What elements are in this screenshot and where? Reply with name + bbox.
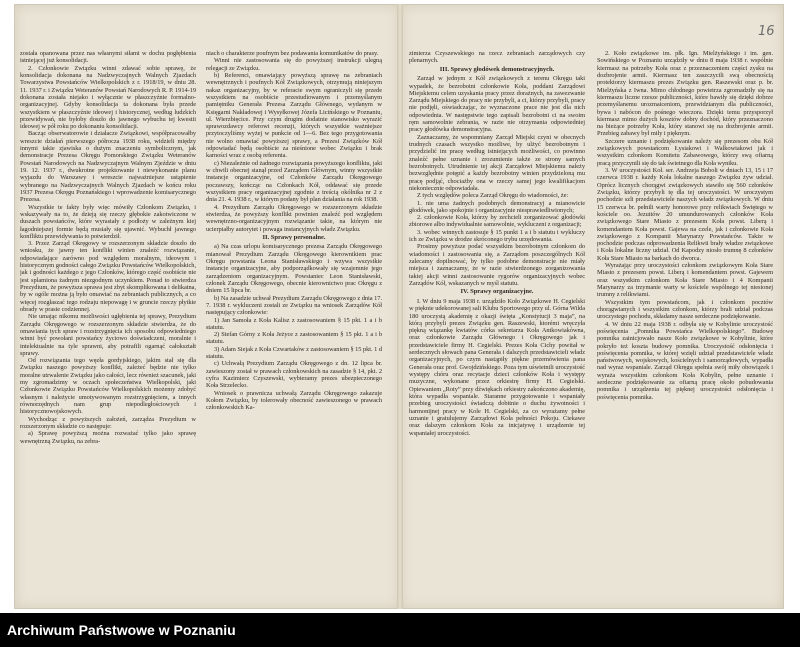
paragraph: b) Na zasadzie uchwał Prezydium Zarządu Okręgowego z dnia 17. 7. 1938 r. wykluczeni zostali ze Związku na wniosek Zarządów Kół następujący członkowie: [206, 294, 382, 317]
list-item: 2) Stefan Górny z Koła Jeżyce z zastosowaniem § 15 pkt. 1 a i b statutu. [206, 331, 382, 346]
paragraph: 4. Prezydium Zarządu Okręgowego w rozszerzonym składzie stwierdza, że powyższy konflikt powinien znaleźć pod względem wewnętrzno-organizacyjnym rozwiązanie takie, na którym nie ucierpiałby autorytet i powaga instancyjnych władz Związku. [206, 203, 382, 233]
paragraph: Wyrażając przy uroczystości członkom związkowym Koła Stare Miasto z prezesem powst. Liberą i komendantem powst. Gajewem oraz wszystkim członkom Koła Stare Miasto i 4 Kompanii Marynarzy za trzymanie warty w kościele wspólnego tej niesionej trumny z relikwiami. [597, 262, 773, 299]
archive-footer: Archiwum Państwowe w Poznaniu [0, 613, 800, 647]
paragraph: Nie umając nikomu możliwości ugłębienia tej sprawy, Prezydium Zarządu Okręgowego w rozszerzonym składzie stwierdza, że do omawiania tych spraw i rozstrzygnięcia ich sposobu odpowiedniego winni być powołani powstańcy życiowo doświadczeni, moralnie i intelektualnie na tyle sprawni, aby potrafili ogarnąć całokształt sprawy. [20, 313, 196, 357]
paragraph: Wniosek o prawnicza uchwałą Zarządu Okręgowego zakazuje Kołom Związku, by tolerowały obecność zawieszonego w prawach członkowskich Ka- [206, 389, 382, 412]
text-column-3 [409, 50, 585, 598]
text-column-4 [597, 50, 773, 598]
paragraph: Prosimy powyższe podać wszystkim bezrobotnym członkom do wiadomości i zastosowania się, a Zarządom poszczególnych Kół zalecamy dopilnować, by tylko podobne demonstracje nie miały miejsca i zaznaczamy, że w razie stwierdzonego zorganizowania takiej akcji winni zastosowanie rygorów organizacyjnych wobec Zarządów Kół, wskazanych w myśl statutu. [409, 243, 585, 287]
section-heading: II. Sprawy personalne. [262, 233, 326, 241]
list-item: 2. członkowie Koła, którzy by zechcieli zorganizować głodówki zbiorowe albo indywidualnie samowolnie, wykluczeni z organizacji; [409, 214, 585, 229]
paragraph: zimierza Czyszewskiego na rzecz zebraniach zarządowych czy plenarnych. [409, 50, 585, 65]
paragraph: Szczere uznanie i podziękowanie należy się prezesom obu Kół związkowych powstańcom Łysiakowi i Walkowiakowi jak i wszystkim członkom Komitetu Zabawowego, którzy swą ofiarną pracą przyczynili się do tak świetnego dla Koła wyniku. [597, 137, 773, 167]
paragraph: c) Uchwałą Prezydium Zarządu Okręgowego z dn. 12 lipca br. zawieszony został w prawach członkowskich na zasadzie § 14, pkt. 2 cyfra Kazimierz Czyszewski, wybieramy prezes ubezpieczonego Koła Strzelecko. [206, 360, 382, 390]
paragraph: I. W dniu 9 maja 1938 r. urządziło Koło Związkowe H. Cegielski w pięknie udekorowanej sali Klubu Sportowego przy ul. Górna Wilda 180 uroczystą akademię z okazji święta „Konstytucji 3 maja”, na którą przybyli prezes Związku gen. Raszewski, ktorémi wręczyła piękną wiązankę kwiatów córka sekretarza Koła Antkowiakówna, oraz członkowie Zarządu Głównego i Okręgowego jak i przedstawiciele firmy H. Cegielski. Prezes Koła Cichy powitał w serdecznych słowach pana Generała i dalszych przedstawicieli władz organizacyjnych, po czym nastąpiły piękne przemówienia pana Generała oraz prof. Gwojdzińskiego. Poza tym uświetnili uroczystość występy chóru oraz recytacje dzieci członków Koła i występy muzyczne, wykonane przez orkiestrę firmy H. Cegielski. Opiewaniem „Roty” przy dźwiękach orkiestry zakończono akademię, która wypadła wspaniale. Staranne przygotowanie i wspaniały przebieg uroczystości świadczą dobitnie o duchu żywotności i harmonijnej pracy w Kole H. Cegielski, za co wyrażamy pełne uznanie i gratulujemy Zarządowi Koła pełności Pokoju. Ciekawe oraz dalszym członkom Koła za inicjatywę i urządzenie tej wspaniałej uroczystości. [409, 297, 585, 437]
paragraph: została opanowana przez nas własnymi siłami w dochu pogłębienia istniejącej już konsolidacji. [20, 50, 196, 65]
paragraph: 3. W uroczystości Koł. ser. Andrzeja Boboli w dniach 13, 15 i 17 czerwca 1938 r. każdy Koła lokalne naszego Związku żyw udział. Oprócz licznych chorągwi związkowych stawiło się 560 członków Związku, którzy przybyli tę dla tej uroczystości. W uroczystym pochodzie szli przedstawiciele naszych władz związkowych. W dniu 15 czerwca br. pełnili warty honorowe przy relikwiach Świętego w kościele oo. Jezuitów 20 umundurowanych członków Koła związkowego Stare Miasto z prezesem Koła powst. Liberą i komendantem Koła powst. Gajewa na czele, jak i członkowie Koła związkowego z Kompanii Marynarzy Powstańców. Także w pochodzie podczas odprowadzenia Relikwii brały władze związkowe i Koła lokalne liczny udział. Od Kapodzy niosło trumnę 8 członków Koła Stare Miasto na barkach do dworca. [597, 167, 773, 262]
page-number: 16 [758, 24, 775, 39]
list-item: 3. wobec winnych zastosuje § 15 punkt 1 a i b statutu i wykluczy ich ze Związku w drodze skróconego trybu urzędowania. [409, 228, 585, 244]
text-column-1 [20, 50, 196, 598]
section-heading: IV. Sprawy organizacyjne. [460, 288, 534, 296]
list-item: 1. nie uma żadnych podobnych demonstracyj a mianowicie głodówek, jako spokojnie i organizacyjnie niesprawiedliwionych; [409, 199, 585, 214]
list-item: 3) Adam Siejak z Koła Czwartaków z zastosowaniem § 15 pkt. 1 d statutu. [206, 345, 382, 361]
paragraph: Wszystkim tym powstańcom, jak i członkom pocztów chorągwianych i wszystkim członkom, którzy brali udział podczas uroczystego pochodu, składamy nasze serdeczne podziękowanie. [597, 298, 773, 321]
paragraph: c) Niezależnie od żadnego rozwiązania powyższego konfliktu, jaki w chwili obecnej stanął przed Zarządem Głównym, winny wszystkie instancje organizacyjne, od Członków Zarządu Okręgowego poczawszy, kończąc na Członkach Kół, oddawać się przede wszystkiem pracy organizacyjnej zgodnie z treścią okólnika nr 2 z dnia 21. 4. 1938 r., w którym podany był plan działania na rok 1938. [206, 159, 382, 204]
list-item: 1) Jan Samoła z Koła Kalisz z zastosowaniem § 15 pkt. 1 a i b statutu. [206, 316, 382, 331]
paragraph: Wychodząc z powyższych założeń, zarządza Prezydium w rozszerzonym składzie co następuje: [20, 415, 196, 430]
paragraph: Zaznaczamy, że wspomniany Zarząd Miejski czyni w obecnych trudnych czasach wszystko możliwe, by ulżyć bezrobotnym i przydzielić im pracę według istniejących możliwości, co powinno znaleźć pełne uznanie i zrozumienie także ze strony samych bezrobotnych. Utrudnienie tej akcji Zarządowi Miejskiemu należy bezwzględnie potępić a każdy bezrobotny winien przydzieloną mu pracę podjąć, chociażby ona w rzeczy samej jego kwalifikacjom niekoniecznie odpowiadała. [409, 133, 585, 192]
paragraph: Od rozwiązania tego węzła gordyjskiego, jakim stał się dla Związku naszego powyższy konflikt, zależeć będzie nie tylko moralne utrwalenie Związku jako całości, lecz również szacunek, jaki my zgromadzimy w oczach społeczeństwa Wielkopolski, jaki Członkowie Związku Powstańców Wielkopolskich możemy zdobyć własnym i należycie umotywowanym rozstrzygnięciem, a innych równorzędnych nam grup niepodległościowych i historycznowojskowych. [20, 357, 196, 416]
paragraph: niach o charakterze poufnym bez podawania komunikatów do prasy. [206, 50, 379, 57]
paragraph: Bacząc obserwatorowie i działacze Związkowi, współpracowałby wreszcie działań pierwszego półrocza 1938 roku, widzieli między innymi takie zjawiska o dużym znaczeniu symbolicznym, jak demonstracje Prezesa Okręgu Pomorskiego Związku Weteranów Powstań Narodowych na Nadzwyczajnym Walnym Zjeździe w dniu 19. 12. 1937 r., dwukrotne projektowanie i niewykonanie planu wyjazdu do Warszawy i wreszcie najważniejsze ustąpienie wybranego na Nadzwyczajnych Walnych Zjazdach w końcu roku 1937 Prezesa Okręgu Poznańskiego i wprowadzenie komisarycznego Prezesa. [20, 130, 196, 204]
paragraph: 3. Przez Zarząd Okręgowy w rozszerzonym składzie doszło do wniosku, że jawny ten konflikt winien znaleźć rozwiązanie, odpowiadające zarówno pod względem moralnym, ideowym i historycznym godności całego Związku Powstańców Wielkopolskich, jak i godności każdego z jego Członków, którego część osobiście nie jest splamiona żadnym niezgodnym uczynkiem. Ponad to stwierdza Prezydium, że powyższa sprawa jest zbyt skomplikowana i delikatna, by w ogóle można ją było omawiać na zebraniach publicznych, a co więcej rozgłaszać tego rodzaju niepowagę i w gruncie rzeczy płytkie obrady w prasie codziennej. [20, 240, 196, 313]
paragraph: 2. Koło związkowe im. płk. Ign. Mielżyńskiego i im. gen. Sowińskiego w Poznaniu urządziły w dniu 8 maja 1938 r. wspólnie kiermasz na potrzeby Koła oraz z przeznaczeniem części zysku na dozbrojenie armii. Kiermasz ten zaszczycili swą obecnością protektorzy kiermaszu prezes Związku gen. Raszewski oraz p. br. Mielżyńska z Iwna. Mimo chłodnego powietrza zgromadziły się na kiermaszu liczne rzesze publiczności, które bawiły się dzięki dobrze przemyślanemu urozmaiceniom, przewidzianym dla publiczności, bywa i nabócon do pośnego wieczora. Dzięki temu przysporzył kiermasz mimo dużych kosztów dobry dochód, który przeznaczono na bieżące potrzeby Koła, który stanowi się na dozbrojenie armii. Przebieg zabawy był miły i pięknym. [597, 50, 773, 138]
paragraph: 4. W dniu 22 maja 1938 r. odbyła się w Kobylinie uroczystość poświęcenia „Pomnika Powstańca Wielkopolskiego”. Budowę pomnika zainicjowało nasze Koło związkowe w Kobylinie, które pokryło też koszta budowy pomnika. Uroczystość odsłonięcia i poświęcenia pomnika, w której wzięli udział przedstawiciele władz państwowych, wojskowych, kościelnych i samorządowych, wypadła nad wyraz wspaniale. Zarząd Okręgu spełnia swój miły obowiązek i wyraża wszystkim członkom Koła Kobylin, pełne uznanie i serdeczne podziękowanie za ofiarną pracę około pobudowania pomnika i urządzenia tej pięknej uroczystości odsłonięcia i poświęcenia pomnika. [597, 320, 773, 401]
section-heading: III. Sprawy głodówek demonstracyjnych. [439, 65, 555, 73]
paragraph: Z tych względów poleca Zarząd Okręgu do wiadomości, że: [417, 192, 569, 200]
paragraph: a) Sprawę powyższą można rozważać tylko jako sprawę wewnętrzną Związku, na zebra- [20, 430, 196, 445]
text-column-2 [206, 50, 382, 598]
paragraph: b) Referenci, omawiający powyższą sprawę na zebraniach wewnętrznych i poufnych Kół Związkowych, otrzymują niniejszym nakaz organizacyjny, by w referacie swym ograniczyli się przede wszystkiem na osobiście przestudiowanym i przemyślanym pamiętniku Generała Prezesa Zarządu Głównego, wydanym w Księgarni Nakładowej i Wysyłkowej Józefa Licińskiego w Poznaniu, ul. Wierzbięcice. Przy czym drugim dodatnie stanowisko wyrazić sprawozdawcy referowi recenzji, których wszystkie ważniejsze przytoczyliśmy wyżej w punkcie od 1—6. Bez tego przygotowania nie wolno omawiać powyższej sprawy, a Prezesi Związków Kół odpowiadać będą osobiście za nieśnione wobec Związku i brak karności wraz z osobą referenta. [206, 71, 382, 160]
page-gutter [397, 4, 403, 609]
paragraph: Zarząd w jednym z Kół związkowych z terenu Okręgu taki wypadek, że bezrobotni członkowie Koła, poddani Zarządowi Miejskiemu celem uzyskania pracy przez dorażnych, na zawezwanie Zarządu Miejskiego do pracy nie przybyli, a ci, którzy przybyli, pracy nie podjęli, oświadczając, że wyznaczone prace nie jest dla nich odpowiednia. W następstwie tego zapisali bezrobotni ci na swoim ręm samowolnie zebrania, w razie nie otrzymania odpowiedniej pracy głodówka demonstracyjna. [409, 75, 585, 134]
paragraph: Wszystkie te fakty były więc mówiły Członkom Związku, i wskazywały na to, że dzieją się rzeczy głębokie zakotwiczone w duszach powstańców, które wyrastały z podłoży w zależnym kiej łagodniejszej formie będą musiały się ujawnić. Wybuchł jawnego konfliktu przewidywania to potwierdził. [20, 203, 196, 240]
paragraph: a) Na czas urlopu komisarycznego prezesa Zarządu Okręgowego mianował Prezydium Zarządu Okręgowego kierownikiem prac Okręgu powstania Leona Stanisławskiego i wzywa wszystkie instancje organizacyjne, aby podporządkowały się wzajemnie jego zarządzeniom organizacyjnym. Powstaniec Leon Stanisławski, członek Zarządu Okręgowego, obecnie kierownictwo prac Okręgu z dniem 15 lipca br. [206, 243, 382, 295]
paragraph: 2. Członkowie Związku winni zdawać sobie sprawę, że konsolidacja dokonana na Nadzwyczajnych Walnych Zjazdach Towarzystwa Powstańców Wielkopolskich z r. 1918/19, w dniu 28. 11. 1937 r. i Związku Weteranów Powstań Narodowych R. P. 1914-19 dokonana została niejako i wyłącznie w płaszczyźnie formalno-organizacyjnej. Gdyby konsolidacja ta dokonana była przede wszystkiem w płaszczyźnie ideowej i historycznej, według ludzkich przewidywań, nie byłoby doszło do jawnego wybuchu tej kwestii ideowej w pół roku po dokonaniu konsolidacji. [20, 64, 196, 131]
paragraph: Winni nie zastosowania się do powyższej instrukcji ulegną relegacji ze Związku. [206, 57, 382, 72]
